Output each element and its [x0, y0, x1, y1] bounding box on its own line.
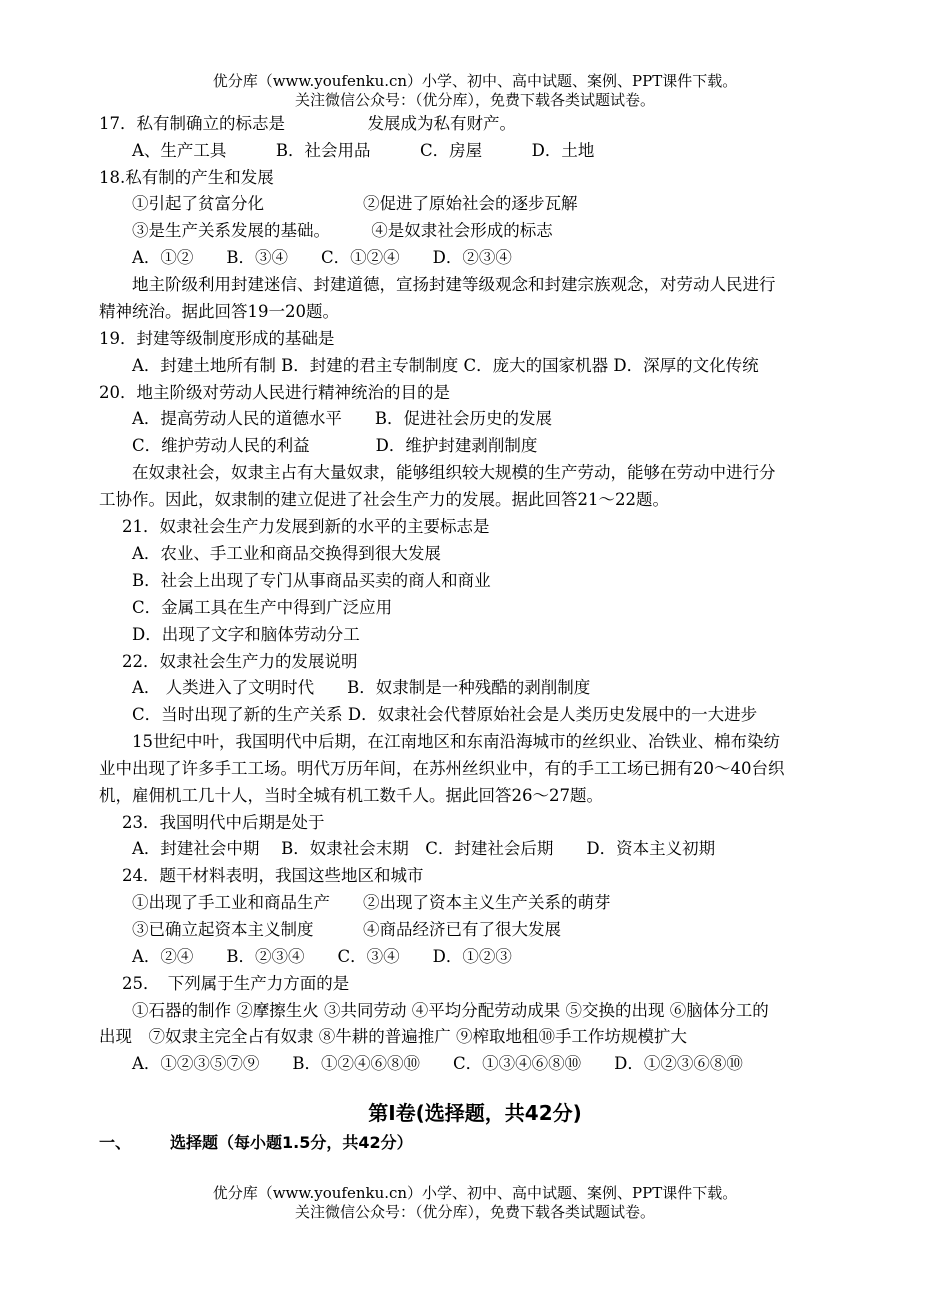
header-line-2: 关注微信公众号：（优分库），免费下载各类试题试卷。	[294, 91, 655, 109]
question-25-options: A．①②③⑤⑦⑨ B．①②④⑥⑧⑩ C．①③④⑥⑧⑩ D．①②③⑥⑧⑩	[132, 1054, 743, 1073]
question-24: 24．题干材料表明，我国这些地区和城市	[122, 866, 424, 885]
question-22-options-b: C．当时出现了新的生产关系 D．奴隶社会代替原始社会是人类历史发展中的一大进步	[132, 705, 758, 724]
question-21-option-b: B．社会上出现了专门从事商品买卖的商人和商业	[132, 571, 491, 590]
part-title: 第Ⅰ卷(选择题，共42分)	[368, 1101, 582, 1125]
question-17-options: A、生产工具 B．社会用品 C．房屋 D．土地	[132, 141, 595, 160]
material-paragraph-line: 地主阶级利用封建迷信、封建道德，宣扬封建等级观念和封建宗族观念，对劳动人民进行	[132, 275, 776, 294]
question-23: 23．我国明代中后期是处于	[122, 813, 325, 832]
material-paragraph-line: 业中出现了许多手工工场。明代万历年间，在苏州丝织业中，有的手工工场已拥有20～40台织	[99, 759, 785, 778]
question-21-option-c: C．金属工具在生产中得到广泛应用	[132, 598, 393, 617]
question-24-options: A．②④ B．②③④ C．③④ D．①②③	[132, 947, 512, 966]
question-18-statements-b: ③是生产关系发展的基础。 ④是奴隶社会形成的标志	[132, 221, 553, 240]
section-number: 一、	[99, 1133, 132, 1152]
question-19-options: A．封建土地所有制 B．封建的君主专制制度 C．庞大的国家机器 D．深厚的文化传统	[132, 356, 759, 375]
question-24-statements-b: ③已确立起资本主义制度 ④商品经济已有了很大发展	[132, 920, 561, 939]
material-paragraph-line: 精神统治。据此回答19一20题。	[99, 302, 339, 321]
section-text: 选择题（每小题1.5分，共42分）	[170, 1133, 413, 1152]
page-footer	[0, 1184, 950, 1222]
question-23-options: A．封建社会中期 B．奴隶社会末期 C．封建社会后期 D．资本主义初期	[132, 839, 716, 858]
question-18: 18.私有制的产生和发展	[99, 168, 274, 187]
question-21-option-d: D．出现了文字和脑体劳动分工	[132, 625, 360, 644]
material-paragraph-line: 工协作。因此，奴隶制的建立促进了社会生产力的发展。据此回答21～22题。	[99, 490, 669, 509]
question-19: 19．封建等级制度形成的基础是	[99, 329, 335, 348]
question-20: 20．地主阶级对劳动人民进行精神统治的目的是	[99, 383, 450, 402]
question-22-options-a: A． 人类进入了文明时代 B．奴隶制是一种残酷的剥削制度	[132, 678, 591, 697]
header-line-1: 优分库（www.youfenku.cn）小学、初中、高中试题、案例、PPT课件下载。	[212, 72, 738, 90]
material-paragraph-line: 在奴隶社会，奴隶主占有大量奴隶，能够组织较大规模的生产劳动，能够在劳动中进行分	[132, 463, 776, 482]
question-22: 22．奴隶社会生产力的发展说明	[122, 652, 358, 671]
question-24-statements-a: ①出现了手工业和商品生产 ②出现了资本主义生产关系的萌芽	[132, 893, 611, 912]
question-20-options-a: A．提高劳动人民的道德水平 B．促进社会历史的发展	[132, 409, 553, 428]
question-20-options-b: C．维护劳动人民的利益 D．维护封建剥削制度	[132, 436, 538, 455]
question-21-option-a: A．农业、手工业和商品交换得到很大发展	[132, 544, 441, 563]
question-21: 21．奴隶社会生产力发展到新的水平的主要标志是	[122, 517, 490, 536]
question-18-statements-a: ①引起了贫富分化 ②促进了原始社会的逐步瓦解	[132, 194, 578, 213]
question-25: 25． 下列属于生产力方面的是	[122, 974, 350, 993]
material-paragraph-line: 15世纪中叶，我国明代中后期，在江南地区和东南沿海城市的丝织业、冶铁业、棉布染纺	[132, 732, 780, 751]
question-18-options: A．①② B．③④ C．①②④ D．②③④	[132, 248, 512, 267]
footer-line-2: 关注微信公众号：（优分库），免费下载各类试题试卷。	[294, 1203, 655, 1221]
material-paragraph-line: 机，雇佣机工几十人，当时全城有机工数千人。据此回答26～27题。	[99, 786, 603, 805]
page-header	[0, 72, 950, 110]
question-25-statements-a: ①石器的制作 ②摩擦生火 ③共同劳动 ④平均分配劳动成果 ⑤交换的出现 ⑥脑体分工的	[132, 1001, 769, 1020]
footer-line-1: 优分库（www.youfenku.cn）小学、初中、高中试题、案例、PPT课件下载。	[212, 1184, 738, 1202]
section-heading	[99, 1132, 413, 1154]
question-25-statements-b: 出现 ⑦奴隶主完全占有奴隶 ⑧牛耕的普遍推广 ⑨榨取地租⑩手工作坊规模扩大	[99, 1027, 687, 1046]
question-17: 17．私有制确立的标志是 发展成为私有财产。	[99, 114, 516, 133]
